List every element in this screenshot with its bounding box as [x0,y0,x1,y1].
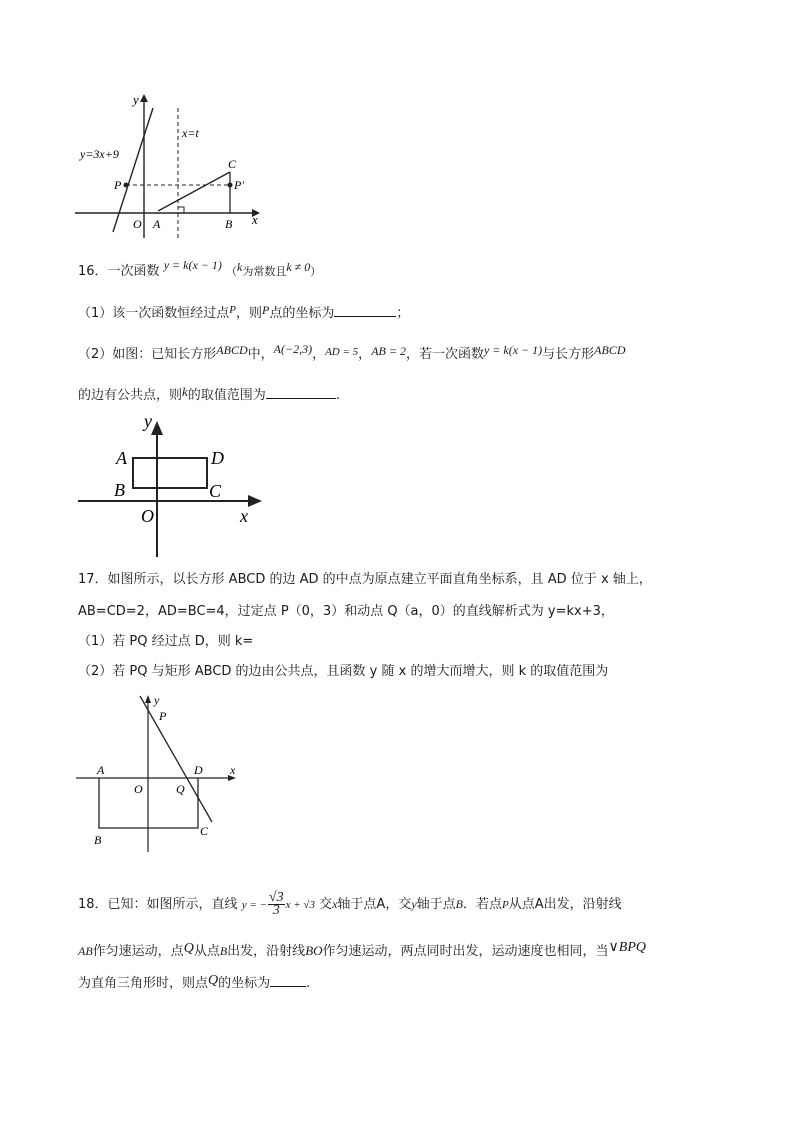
q17-line2: AB=CD=2，AD=BC=4，过定点 P（0，3）和动点 Q（a，0）的直线解析式为 y=kx+3， [78,604,614,619]
q16-rect: ABCD [216,343,248,357]
label-p-prime: P′ [234,178,244,192]
q16-stem [78,258,322,281]
q18-mid4: 从点A出发，沿射线 [508,897,622,912]
right-angle-mark [178,207,184,213]
y-label: y [154,693,160,707]
q16-line2-b: 的取值范围为 [187,388,266,403]
q18-triangle: ∨BPQ [608,940,647,955]
q16-part2-d: ， [358,347,372,362]
line-label: y=3x+9 [80,147,119,161]
origin-label: O [141,506,154,526]
q16-cond: k ≠ 0 [286,260,311,274]
q18-eq-rest: x + √3 [285,899,315,911]
segment-ac [158,172,230,211]
q18-line2-b: 从点 [193,944,220,959]
label-c: C [228,157,237,171]
q18-fraction [268,892,285,917]
q16-number: 16． [78,264,108,279]
x-axis-label: x [252,212,258,227]
q18-frac-num: √3 [268,890,284,905]
q16-rect-2: ABCD [594,343,626,357]
x-label: x [240,506,248,526]
rect-abcd [133,458,207,488]
label-a: A [116,448,127,468]
line-pq [140,696,212,822]
figure-q15 [0,0,800,250]
q18-frac-den: 3 [272,903,280,918]
y-axis-label: y [133,92,139,107]
q18-y: y [411,897,417,911]
q18-ab: AB [78,944,93,958]
y-label: y [144,411,152,431]
q18-b: B [455,897,464,911]
label-c: C [200,824,209,838]
q18-line2-c: 出发，沿射线 [227,944,306,959]
label-p: P [159,709,167,723]
q16-formula: y = k(x − 1) [163,258,222,272]
q16-answer-blank-2[interactable] [266,386,336,399]
q16-ab: AB = 2 [371,344,406,358]
q16-note-close: ） [310,265,322,278]
vline-label: x=t [182,126,199,140]
label-b: B [225,217,233,231]
q18-b2: B [219,944,228,958]
q18-after-eq: 交 [314,897,333,912]
q16-formula-2: y = k(x − 1) [483,343,543,357]
q16-part2-b: 中， [247,347,274,362]
q18-line3-b: 的坐标为 [218,976,271,991]
q18-eq-y: y = − [241,899,267,911]
q18-mid2: 轴于点 [416,897,456,912]
label-a: A [97,763,105,777]
q16-answer-blank-1[interactable] [334,304,396,317]
q16-note-mid: 为常数且 [242,265,287,278]
point-p [124,183,129,188]
label-b: B [94,833,102,847]
y-axis-arrow [151,421,163,435]
label-p: P [114,178,122,192]
q16-k: k [237,260,243,274]
q18-mid1: 轴于点A，交 [337,897,412,912]
q18-mid3: ．若点 [463,897,503,912]
q16-part1-p2: P [262,303,270,317]
q18-line1 [78,888,622,920]
q18-q: Q [183,941,194,956]
label-origin: O [133,217,142,231]
q16-part1-a: （1）该一次函数恒经过点 [78,306,230,321]
q16-part2-f: 与长方形 [542,347,595,362]
q16-part2-line2 [78,386,340,405]
x-axis-arrow [248,495,262,507]
q18-line3-a: 为直角三角形时，则点 [78,976,209,991]
q18-line2-a: 作匀速运动，点 [92,944,184,959]
figure-q16 [0,405,800,565]
q17-part2: （2）若 PQ 与矩形 ABCD 的边由公共点，且函数 y 随 x 的增大而增大，则 k 的取值范围为 [78,664,609,679]
q16-part1-b: ，则 [236,306,263,321]
q17-part1: （1）若 PQ 经过点 D，则 k= [78,634,254,649]
q16-part2-c: ， [312,347,326,362]
label-d: D [194,763,203,777]
q16-part1-end: ； [396,306,410,321]
label-q: Q [176,782,185,796]
q16-part2 [78,342,626,364]
q16-stem-text: 一次函数 [107,264,160,279]
q18-bo: BO [305,943,323,958]
label-a: A [153,217,161,231]
q16-part1-c: 点的坐标为 [269,306,335,321]
q16-note-open: （ [226,265,238,278]
q18-line2 [78,942,646,961]
q16-ad: AD = 5 [325,346,359,358]
x-label: x [230,763,236,777]
q18-x: x [332,897,338,911]
y-axis-arrow [145,695,151,703]
q18-line3 [78,974,310,993]
q18-end: . [306,976,311,991]
q16-part2-a: （2）如图：已知长方形 [78,347,217,362]
label-d: D [211,448,224,468]
label-o: O [134,782,143,796]
q16-part1 [78,304,409,323]
q18-number: 18．已知：如图所示，直线 [78,897,238,912]
q16-point-a: A(−2,3) [273,342,313,356]
q18-p: P [502,899,509,911]
q18-q2: Q [208,973,219,988]
q18-answer-blank[interactable] [270,974,306,987]
y-axis-arrow [140,94,148,102]
figure-q17 [0,690,800,860]
q16-end: . [335,388,340,403]
label-c: C [209,481,222,501]
q16-k2: k [182,384,188,399]
q16-part1-p: P [229,304,237,316]
q16-part2-e: ，若一次函数 [405,347,484,362]
q18-line2-d: 作匀速运动，两点同时出发，运动速度也相同，当 [322,944,609,959]
q17-line1: 17．如图所示，以长方形 ABCD 的边 AD 的中点为原点建立平面直角坐标系，且 AD 位于 x 轴上， [78,572,652,587]
label-b: B [114,480,125,500]
q16-line2-a: 的边有公共点，则 [78,388,183,403]
